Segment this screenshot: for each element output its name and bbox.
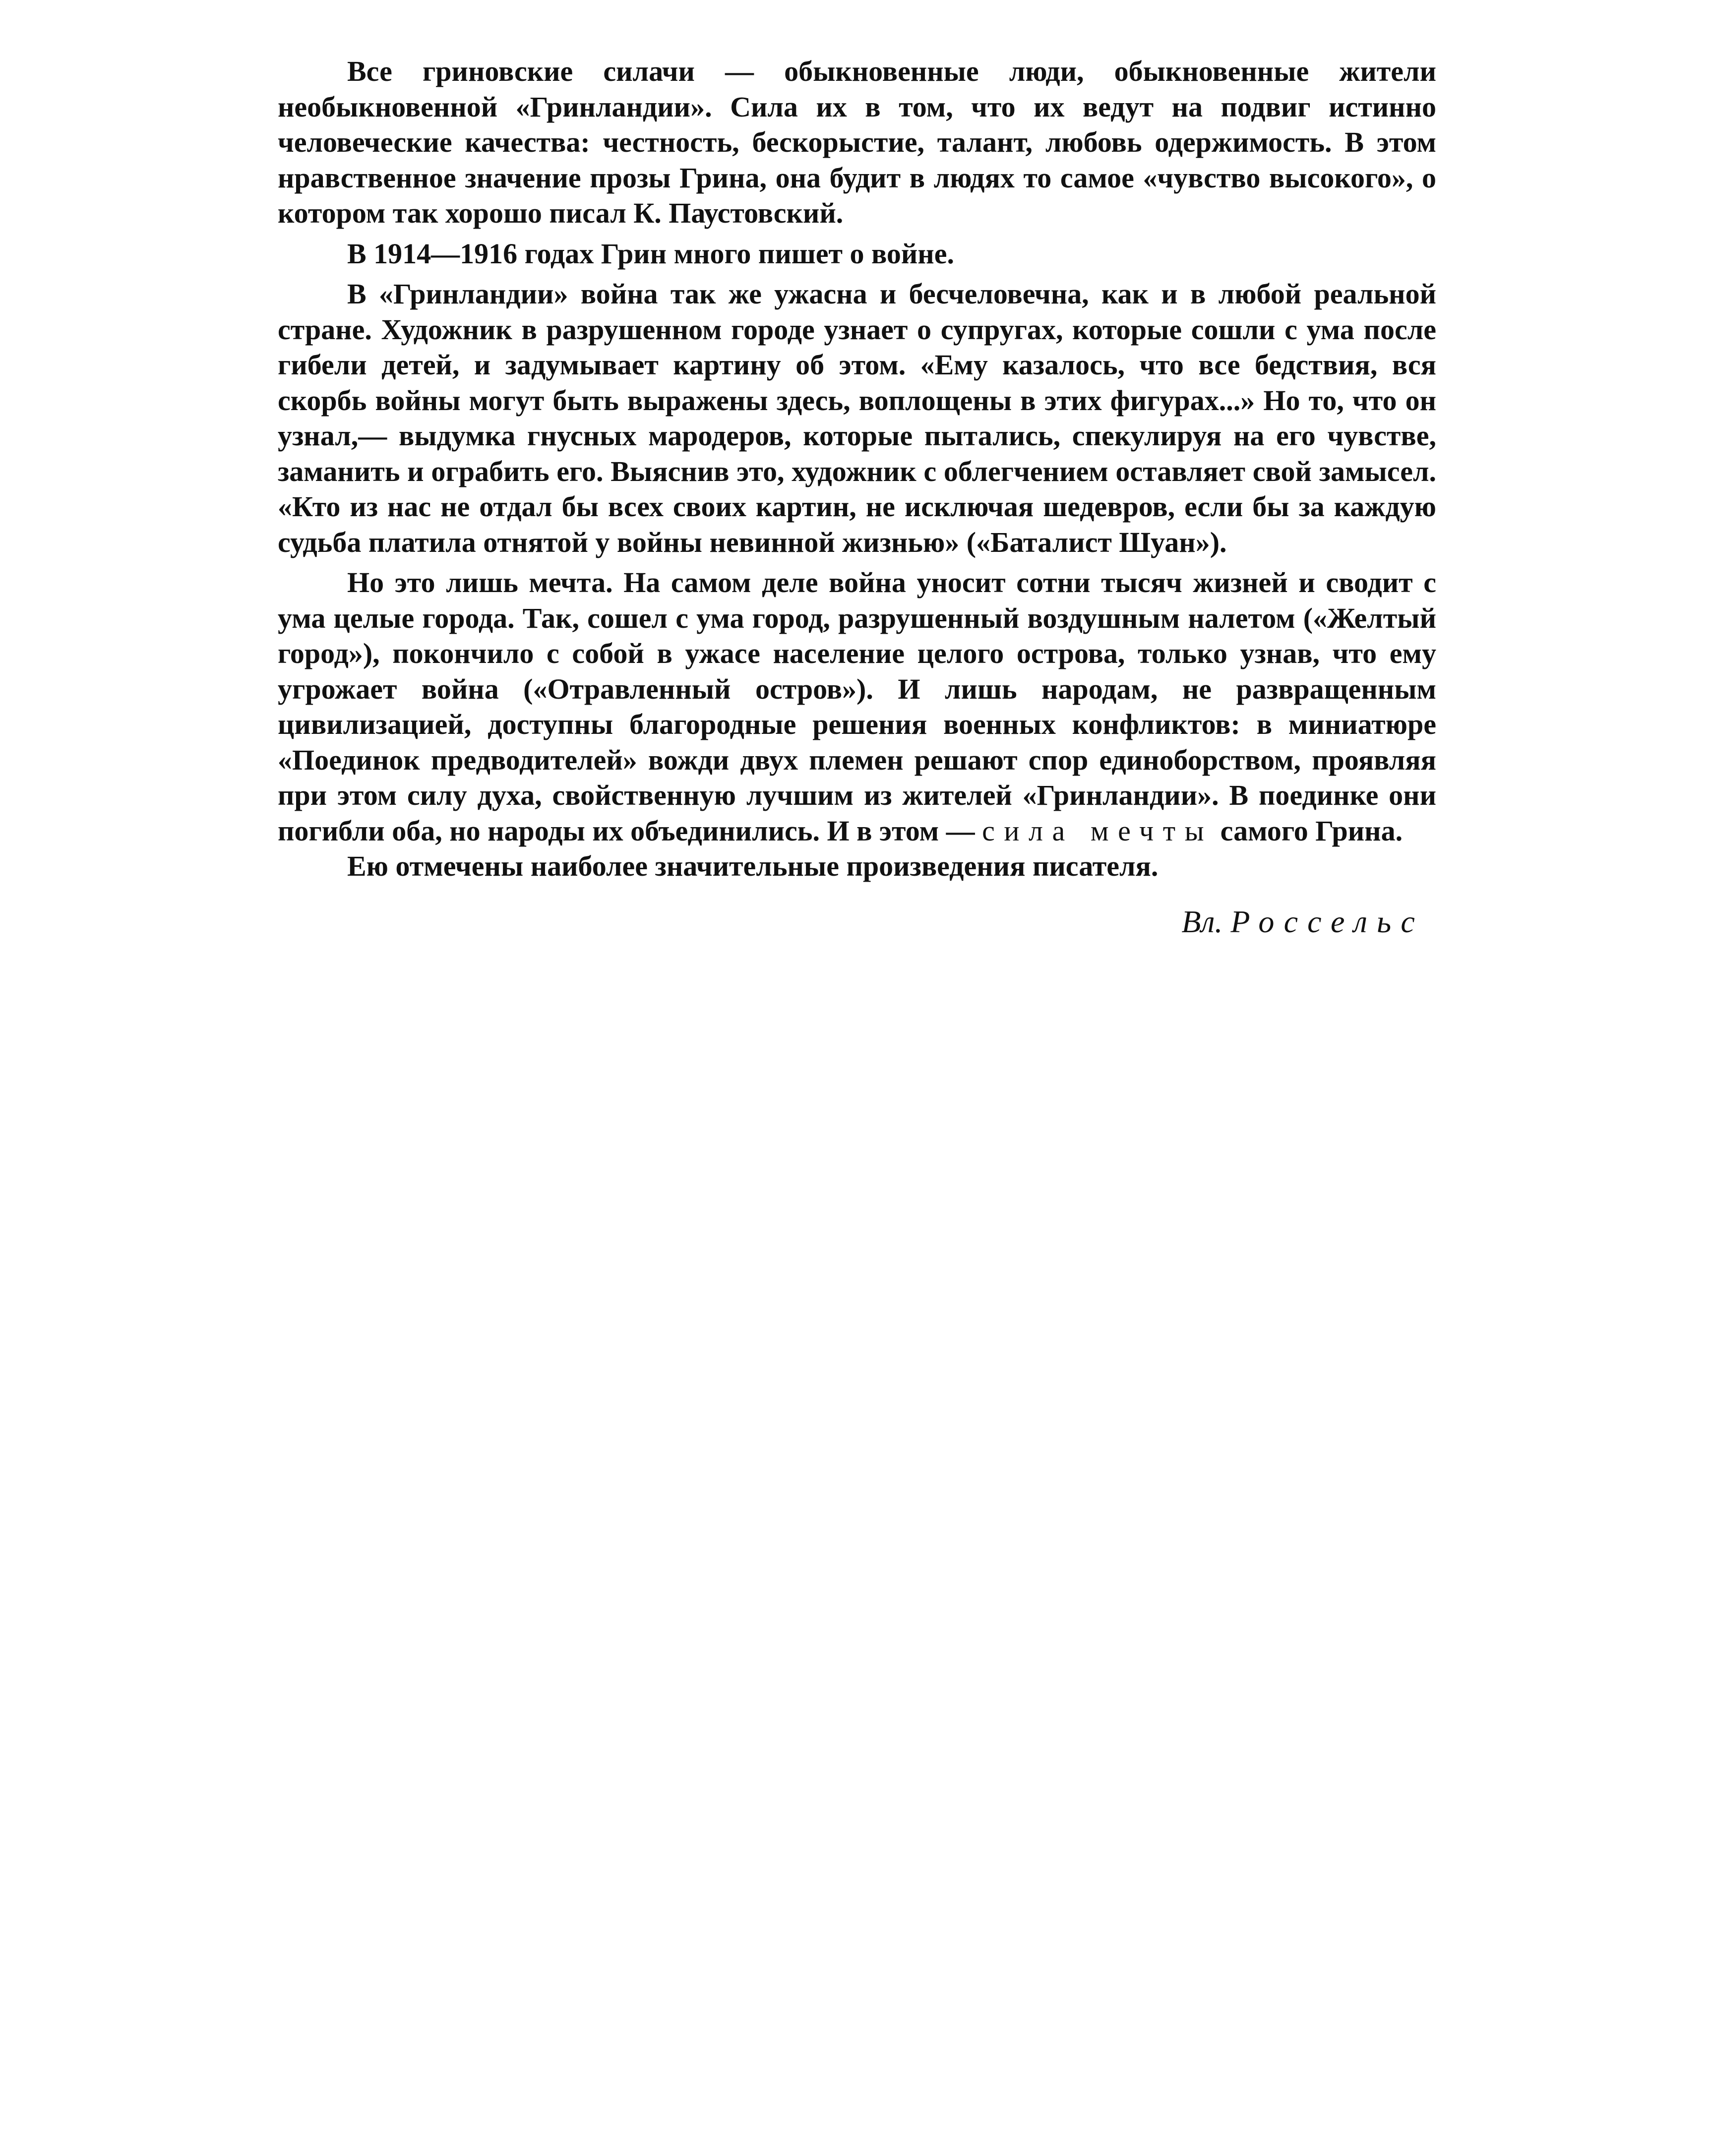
paragraph-4-spaced-phrase: сила мечты <box>982 814 1214 847</box>
paragraph-2: В 1914—1916 годах Грин много пишет о войне. <box>347 237 954 270</box>
paragraph-3: В «Гринландии» война так же ужасна и бесчеловечна, как и в любой реальной стране. Художник в разрушенном городе узнает о супругах, которые сошли с ума после гибели детей, и задумывает картину об этом. «Ему казалось, что все бедствия, вся скорбь войны могут быть выражены здесь, воплощены в этих фигурах...» Но то, что он узнал,— выдумка гнусных мародеров, которые пытались, спекулируя на его чувстве, заманить и ограбить его. Выяснив это, художник с облегчением оставляет свой замысел. «Кто из нас не отдал бы всех своих картин, не исключая шедевров, если бы за каждую судьба платила отнятой у войны невинной жизнью» («Баталист Шуан»). <box>278 278 1436 558</box>
paragraph-4-tail: самого Грина. <box>1220 814 1403 847</box>
paragraph-4 <box>278 565 1436 848</box>
signature-surname: Россельс <box>1230 903 1424 939</box>
paragraph-5: Ею отмечены наиболее значительные произведения писателя. <box>347 850 1159 882</box>
paragraph-1: Все гриновские силачи — обыкновенные люди, обыкновенные жители необыкновенной «Гринландии». Сила их в том, что их ведут на подвиг истинно человеческие качества: честность, бескорыстие, талант, любовь одержимость. В этом нравственное значение прозы Грина, она будит в людях то самое «чувство высокого», о котором так хорошо писал К. Паустовский. <box>278 55 1436 229</box>
paragraph-4-text: Но это лишь мечта. На самом деле война уносит сотни тысяч жизней и сводит с ума целые города. Так, сошел с ума город, разрушенный воздушным налетом («Желтый город»), покончило с собой в ужасе население целого острова, только узнав, что ему угрожает война («Отравленный остров»). И лишь народам, не развращенным цивилизацией, доступны благородные решения военных конфликтов: в миниатюре «Поединок предводителей» вожди двух племен решают спор единоборством, проявляя при этом силу духа, свойственную лучшим из жителей «Гринландии». В поединке они погибли оба, но народы их объединились. И в этом — <box>278 566 1436 847</box>
signature-initials: Вл. <box>1181 903 1223 939</box>
author-signature <box>278 904 1436 940</box>
document-page <box>278 54 1436 939</box>
